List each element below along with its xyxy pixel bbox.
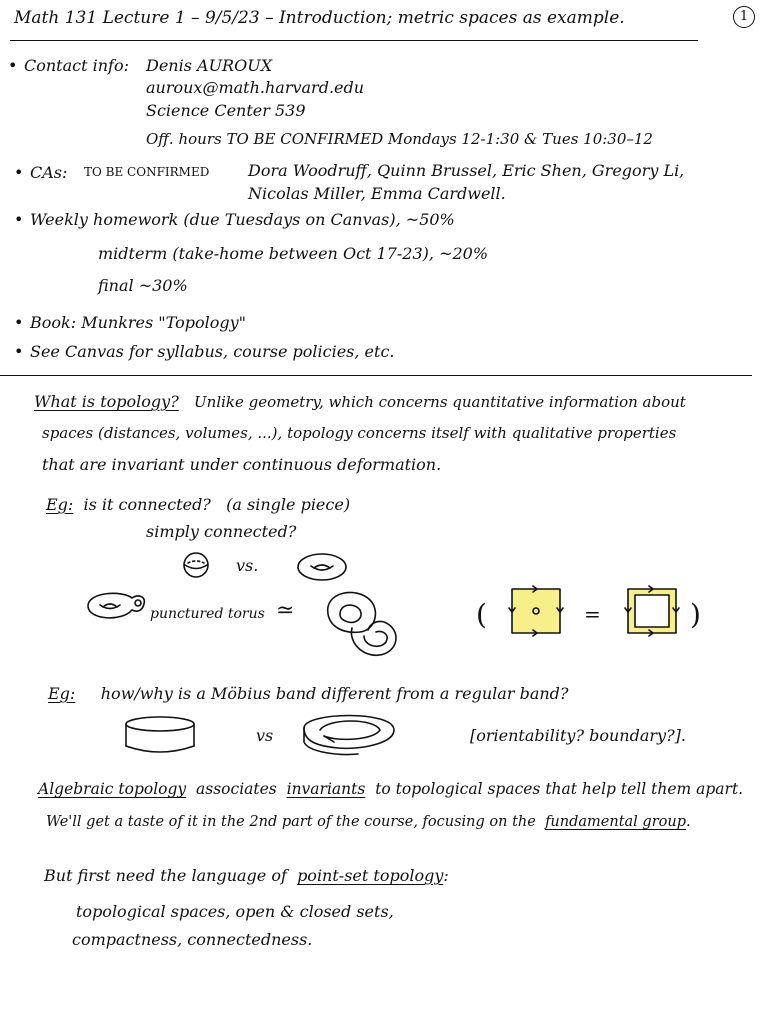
square-frame-diagram — [622, 585, 684, 637]
equals-symbol: = — [584, 602, 601, 626]
example1-vs: vs. — [236, 556, 259, 575]
final-weight: final ~30% — [98, 276, 188, 295]
punctured-square-diagram — [506, 585, 566, 637]
topology-intro-text1: Unlike geometry, which concerns quantitative information about — [194, 393, 686, 411]
algebraic-period: . — [685, 814, 691, 830]
example2-note: [orientability? boundary?]. — [470, 726, 686, 745]
algebraic-text2: to topological spaces that help tell them apart. — [375, 780, 744, 798]
page-number: 1 — [733, 6, 755, 28]
punctured-torus-label: punctured torus — [150, 606, 265, 622]
fundamental-group-term: fundamental group — [545, 814, 686, 830]
cas-status: TO BE CONFIRMED — [84, 165, 210, 179]
algebraic-text1: associates — [196, 780, 277, 798]
header-divider — [10, 40, 698, 41]
example1-line — [46, 495, 350, 514]
mobius-band-sketch — [298, 708, 400, 760]
invariants-term: invariants — [286, 780, 366, 798]
example2-label: Eg: — [48, 684, 76, 703]
point-set-topics2: compactness, connectedness. — [72, 930, 313, 949]
example1-label: Eg: — [46, 495, 74, 514]
sphere-sketch — [182, 552, 214, 580]
regular-band-sketch — [122, 714, 202, 760]
contact-label: • Contact info: — [24, 56, 129, 75]
example1-question: is it connected? — [83, 495, 211, 514]
example2-vs: vs — [256, 726, 274, 745]
instructor-office: Science Center 539 — [146, 101, 306, 120]
algebraic-text3: We'll get a taste of it in the 2nd part of the course, focusing on the — [46, 814, 536, 830]
open-paren: ( — [476, 598, 487, 631]
topology-intro-line3: that are invariant under continuous deformation. — [42, 455, 442, 474]
example2-line — [48, 684, 568, 703]
example2-question: how/why is a Möbius band different from a regular band? — [100, 684, 569, 703]
office-hours: Off. hours TO BE CONFIRMED Mondays 12-1:30 & Tues 10:30–12 — [146, 130, 653, 148]
cas-label: • CAs: — [30, 163, 67, 182]
point-set-topics1: topological spaces, open & closed sets, — [76, 902, 394, 921]
topology-intro-line1 — [34, 392, 686, 411]
close-paren: ) — [690, 598, 701, 631]
midterm-weight: midterm (take-home between Oct 17-23), ~20% — [98, 244, 489, 263]
point-set-lead: But first need the language of — [44, 866, 287, 885]
lecture-title: Math 131 Lecture 1 – 9/5/23 – Introduction; metric spaces as example. — [14, 8, 625, 28]
course-book: • Book: Munkres "Topology" — [30, 313, 246, 332]
punctured-torus-sketch — [82, 588, 150, 628]
instructor-email: auroux@math.harvard.edu — [146, 78, 365, 97]
homework-weight: • Weekly homework (due Tuesdays on Canvas), ~50% — [30, 210, 455, 229]
algebraic-topology-term: Algebraic topology — [38, 780, 187, 798]
canvas-note: • See Canvas for syllabus, course policies, etc. — [30, 342, 394, 361]
wedge-of-circles-sketch — [318, 584, 408, 666]
algebraic-line1 — [38, 780, 743, 798]
cas-names-line2: Nicolas Miller, Emma Cardwell. — [248, 184, 506, 203]
point-set-term: point-set topology — [297, 866, 444, 885]
point-set-line — [44, 866, 449, 885]
section-divider — [0, 375, 752, 376]
cas-names-line1: Dora Woodruff, Quinn Brussel, Eric Shen, Gregory Li, — [248, 161, 685, 180]
homotopy-symbol: ≃ — [276, 598, 295, 623]
topology-intro-line2: spaces (distances, volumes, ...), topology concerns itself with qualitative properties — [42, 424, 677, 442]
topology-heading: What is topology? — [34, 392, 179, 411]
torus-sketch — [296, 551, 350, 583]
algebraic-line2 — [46, 814, 691, 830]
example1-aside: (a single piece) — [226, 495, 351, 514]
instructor-name: Denis AUROUX — [146, 56, 273, 75]
example1-simply: simply connected? — [146, 522, 297, 541]
point-set-colon: : — [443, 866, 449, 885]
